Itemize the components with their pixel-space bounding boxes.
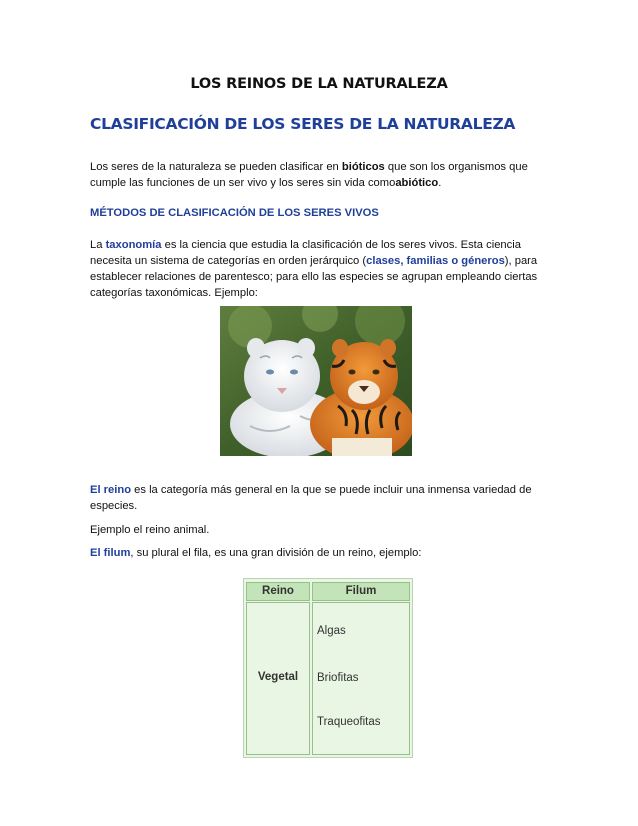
page-title: LOS REINOS DE LA NATURALEZA [190,76,448,92]
example-paragraph: Ejemplo el reino animal. [90,524,210,536]
keyword-bioticos: bióticos [341,161,385,173]
filum-paragraph [90,545,545,561]
text-run: que son los organismos que cumple las funciones de un ser vivo y los seres sin vida como [90,161,528,189]
taxonomy-paragraph [90,237,545,301]
table-cell-reino [246,602,310,755]
section-title: CLASIFICACIÓN DE LOS SERES DE LA NATURALEZA [90,115,516,133]
text-run: ), para establecer relaciones de parentesco; para ello las especies se agrupan empleando ciertas categorías taxonómicas. Ejemplo: [90,255,538,299]
kingdom-paragraph [90,482,545,514]
reino-vegetal: Vegetal [257,671,299,683]
filum-traqueofitas: Traqueofitas [317,716,381,728]
keyword-categorias: clases, familias o géneros [366,255,505,267]
text-run: Los seres de la naturaleza se pueden clasificar en [90,161,342,173]
keyword-el-reino: El reino [90,484,132,496]
filum-briofitas: Briofitas [317,672,359,684]
table-header-reino [246,582,310,601]
filum-table [243,578,413,758]
methods-heading: MÉTODOS DE CLASIFICACIÓN DE LOS SERES VIVOS [90,207,379,219]
text-run: La [90,239,106,251]
table-cell-filum [312,602,410,755]
filum-algas: Algas [317,625,346,637]
keyword-abiotico: abiótico [395,177,439,189]
keyword-taxonomia: taxonomía [105,239,162,251]
header-text: Filum [345,585,377,597]
table-header-filum [312,582,410,601]
header-text: Reino [262,585,294,597]
tigers-illustration [220,306,412,456]
tigers-photo [220,306,412,456]
text-run: es la categoría más general en la que se puede incluir una inmensa variedad de especies. [90,484,532,512]
text-run: es la ciencia que estudia la clasificación de los seres vivos. Esta ciencia necesita un sistema de categorías en orden jerárquico ( [90,239,521,267]
keyword-el-filum: El filum [90,547,131,559]
text-run: . [438,177,442,189]
text-run: , su plural el fila, es una gran división de un reino, ejemplo: [130,547,422,559]
intro-paragraph [90,159,545,191]
